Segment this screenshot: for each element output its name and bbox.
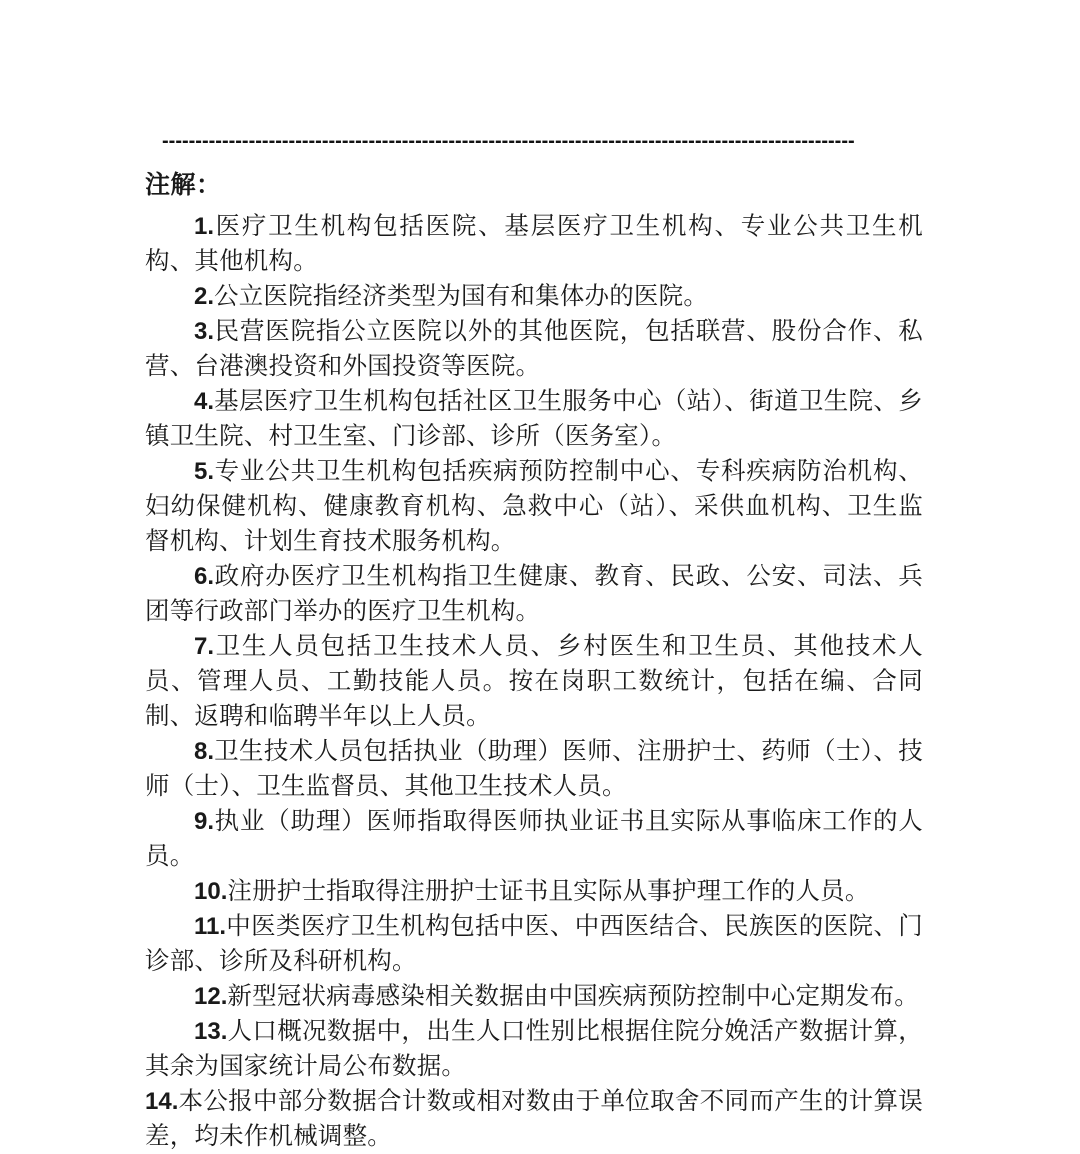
note-text: 民营医院指公立医院以外的其他医院，包括联营、股份合作、私营、台港澳投资和外国投资等医院。 [145,318,923,380]
note-number: 1. [194,213,215,240]
note-item [145,209,923,279]
note-item [145,734,923,804]
note-item [145,629,923,734]
note-item [145,384,923,454]
note-number: 9. [194,808,215,835]
note-item [145,1014,923,1084]
note-text: 卫生人员包括卫生技术人员、乡村医生和卫生员、其他技术人员、管理人员、工勤技能人员。按在岗职工数统计，包括在编、合同制、返聘和临聘半年以上人员。 [145,633,923,730]
note-number: 13. [194,1018,228,1045]
dashed-separator-rule: -------------------------------------------------------------------------------------------------------- [162,130,855,152]
note-item [145,804,923,874]
note-text: 专业公共卫生机构包括疾病预防控制中心、专科疾病防治机构、妇幼保健机构、健康教育机构、急救中心（站）、采供血机构、卫生监督机构、计划生育技术服务机构。 [145,458,923,555]
note-number: 14. [145,1088,179,1115]
note-item [145,874,923,909]
note-text: 本公报中部分数据合计数或相对数由于单位取舍不同而产生的计算误差，均未作机械调整。 [145,1088,923,1150]
note-text: 注册护士指取得注册护士证书且实际从事护理工作的人员。 [227,878,870,905]
note-number: 5. [194,458,215,485]
note-item [145,314,923,384]
note-item [145,1084,923,1154]
note-number: 3. [194,318,215,345]
note-text: 基层医疗卫生机构包括社区卫生服务中心（站）、街道卫生院、乡镇卫生院、村卫生室、门诊部、诊所（医务室）。 [145,388,923,450]
notes-list [145,209,923,1154]
note-text: 新型冠状病毒感染相关数据由中国疾病预防控制中心定期发布。 [227,983,919,1010]
note-number: 4. [194,388,215,415]
note-item [145,909,923,979]
document-content [145,128,923,1154]
note-text: 执业（助理）医师指取得医师执业证书且实际从事临床工作的人员。 [145,808,923,870]
note-text: 中医类医疗卫生机构包括中医、中西医结合、民族医的医院、门诊部、诊所及科研机构。 [145,913,923,975]
note-text: 医疗卫生机构包括医院、基层医疗卫生机构、专业公共卫生机构、其他机构。 [145,213,923,275]
note-text: 卫生技术人员包括执业（助理）医师、注册护士、药师（士）、技师（士）、卫生监督员、其他卫生技术人员。 [145,738,923,800]
note-number: 10. [194,878,228,905]
note-number: 11. [194,913,227,940]
note-item [145,559,923,629]
note-number: 8. [194,738,215,765]
note-number: 12. [194,983,228,1010]
note-text: 人口概况数据中，出生人口性别比根据住院分娩活产数据计算，其余为国家统计局公布数据。 [145,1018,923,1080]
note-number: 7. [194,633,215,660]
note-number: 6. [194,563,215,590]
note-number: 2. [194,283,215,310]
note-item [145,979,923,1014]
notes-section-heading: 注解： [145,172,222,199]
note-text: 公立医院指经济类型为国有和集体办的医院。 [214,283,709,310]
note-item [145,454,923,559]
note-text: 政府办医疗卫生机构指卫生健康、教育、民政、公安、司法、兵团等行政部门举办的医疗卫生机构。 [145,563,923,625]
note-item [145,279,923,314]
